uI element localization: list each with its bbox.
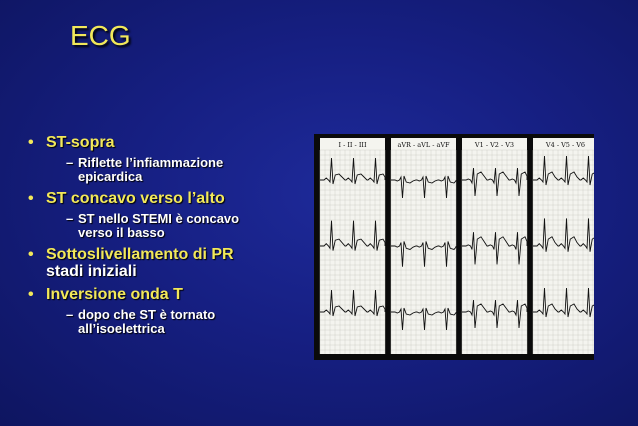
ecg-strip-4	[533, 138, 594, 354]
dash-icon: –	[66, 155, 74, 170]
bullet-st-sopra	[24, 134, 314, 151]
bullet-label-continued: stadi iniziali	[46, 263, 137, 280]
sub-bullet-line: dopo che ST è tornato	[78, 307, 216, 322]
sub-bullet-line: epicardica	[78, 169, 143, 184]
sub-bullet-line: all’isoelettrica	[78, 321, 165, 336]
bullet-dot-icon: •	[28, 190, 34, 207]
ecg-tracings	[314, 134, 594, 360]
ecg-lead-label: V1 - V2 - V3	[474, 141, 515, 149]
sub-bullet	[24, 308, 314, 336]
dash-icon: –	[66, 307, 74, 322]
ecg-lead-label: I - II - III	[338, 141, 367, 149]
bullet-label: Sottoslivellamento di PR	[46, 246, 234, 263]
sub-bullet-line: verso il basso	[78, 225, 165, 240]
bullet-label: ST-sopra	[46, 134, 115, 151]
bullet-list	[24, 128, 314, 336]
bullet-sottoslivellamento-pr	[24, 246, 314, 280]
bullet-dot-icon: •	[28, 134, 34, 151]
ecg-strip-2	[391, 138, 456, 354]
ecg-lead-label: V4 - V5 - V6	[545, 141, 586, 149]
ecg-strip-1	[320, 138, 385, 354]
slide-title: ECG	[70, 20, 131, 51]
bullet-dot-icon: •	[28, 246, 34, 263]
dash-icon: –	[66, 211, 74, 226]
bullet-inversione-onda-t	[24, 286, 314, 303]
sub-bullet-line: Riflette l’infiammazione	[78, 155, 224, 170]
ecg-lead-label: aVR - aVL - aVF	[397, 141, 450, 149]
sub-bullet	[24, 156, 314, 184]
bullet-dot-icon: •	[28, 286, 34, 303]
sub-bullet-line: ST nello STEMI è concavo	[78, 211, 240, 226]
sub-bullet	[24, 212, 314, 240]
bullet-label: Inversione onda T	[46, 286, 183, 303]
bullet-st-concavo	[24, 190, 314, 207]
bullet-label: ST concavo verso l’alto	[46, 190, 225, 207]
ecg-image	[314, 134, 594, 360]
ecg-strip-3	[462, 138, 527, 354]
